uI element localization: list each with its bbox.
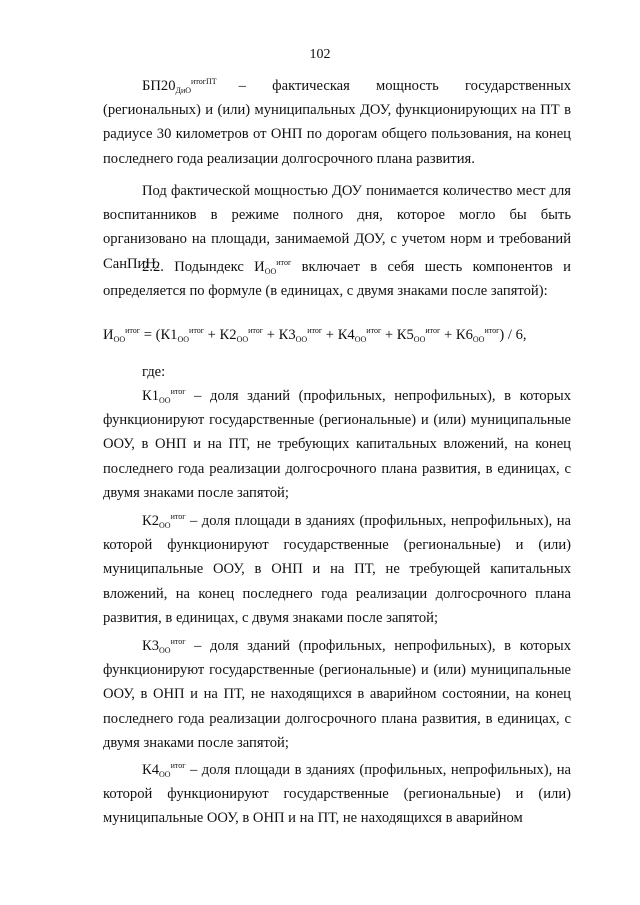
bp20-lead: – фактическая мощность государственных	[238, 78, 571, 94]
formula-plus: +	[322, 327, 338, 343]
formula-term-5: $К5_{ОО}^{итог}$	[396, 326, 441, 344]
formula-term-2: $К2_{ОО}^{итог}$	[219, 326, 264, 344]
formula-term-6: $К6_{ОО}^{итог}$	[455, 326, 500, 344]
formula-plus: +	[381, 327, 397, 343]
component-k1: $К1_{ОО}^{итог}$ – доля зданий (профильных, непрофильных), в которых функционируют государственные (региональные) и (или) муниципальные ООУ, в ОНП и на ПТ, не требующих капитальных вложений, на конец последнего года реализации долгосрочного плана развития, в единицах, с двумя знаками после запятой;	[103, 387, 571, 501]
formula-terms	[160, 327, 499, 343]
bp20-definition	[103, 74, 571, 171]
bp20-first-line	[103, 74, 571, 98]
bp20-rest: (региональных) и (или) муниципальных ДОУ, функционирующих на ПТ в радиусе 30 километров от ОНП по дорогам общего пользования, на конец последнего года реализации долгосрочного плана развития.	[103, 102, 571, 167]
formula-term-1: $К1_{ОО}^{итог}$	[160, 326, 204, 344]
subindex-formula: $И_{ОО}^{итог} = (К1_{ОО}^{итог} + К2_{ОО}^{итог} + К3_{ОО}^{итог} + К4_{ОО}^{итог} + К5_{ОО}^{итог} + К6_{ОО}^{итог}) / 6$,	[103, 326, 527, 344]
page-number: 102	[309, 47, 331, 62]
formula-plus: +	[204, 327, 220, 343]
where-label: где:	[142, 364, 166, 380]
formula-term-4: $К4_{ОО}^{итог}$	[337, 326, 382, 344]
subindex-paragraph: 2.2. Подындекс $И_{ОО}^{итог}$ включает в себя шесть компонентов и определяется по формуле (в единицах, с двумя знаками после запятой):	[103, 258, 571, 300]
capacity-paragraph: Под фактической мощностью ДОУ понимается количество мест для воспитанников в режиме полного дня, которое могло бы быть организовано на площади, занимаемой ДОУ, с учетом норм и требований СанПиН.	[103, 183, 571, 272]
bp20-symbol: $БП20_{ДиО}^{итогПТ}$	[142, 77, 217, 95]
formula-plus: +	[263, 327, 279, 343]
component-k2: $К2_{ОО}^{итог}$ – доля площади в зданиях (профильных, непрофильных), на которой функционируют государственные (региональные) и (или) муниципальные ООУ, в ОНП и на ПТ, не требующей капитальных вложений, на конец последнего года реализации долгосрочного плана развития, в единицах, с двумя знаками после запятой;	[103, 512, 571, 626]
component-k3: $К3_{ОО}^{итог}$ – доля зданий (профильных, непрофильных), в которых функционируют государственные (региональные) и (или) муниципальные ООУ, в ОНП и на ПТ, не находящихся в аварийном состоянии, на конец последнего года реализации долгосрочного плана развития, в единицах, с двумя знаками после запятой;	[103, 637, 571, 751]
formula-plus: +	[440, 327, 456, 343]
formula-term-3: $К3_{ОО}^{итог}$	[278, 326, 323, 344]
component-k4: $К4_{ОО}^{итог}$ – доля площади в зданиях (профильных, непрофильных), на которой функционируют государственные (региональные) и (или) муниципальные ООУ, в ОНП и на ПТ, не находящихся в аварийном	[103, 761, 571, 827]
